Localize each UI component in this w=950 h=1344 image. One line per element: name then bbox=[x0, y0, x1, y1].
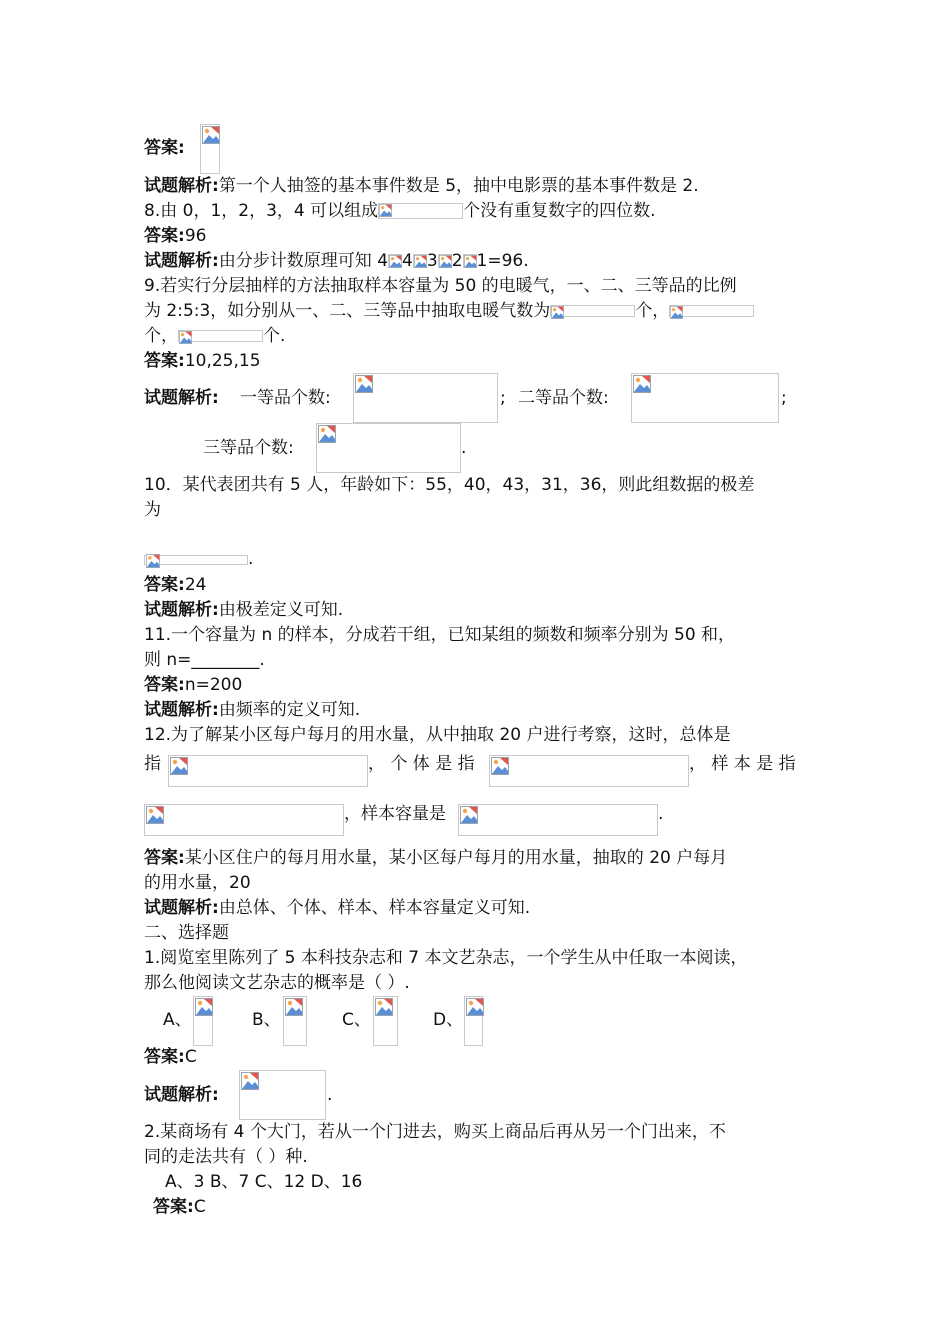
broken-image-icon bbox=[146, 554, 160, 568]
c1-option-c-image bbox=[373, 996, 398, 1046]
q7-analysis-text: 第一个人抽签的基本事件数是 5，抽中电影票的基本事件数是 2. bbox=[218, 176, 699, 196]
broken-image-icon bbox=[379, 204, 392, 217]
broken-image-icon bbox=[179, 331, 192, 344]
q8-question-pre: 8.由 0，1，2，3，4 可以组成 bbox=[144, 201, 379, 221]
q9-first-image bbox=[353, 373, 498, 423]
q9-answer-line bbox=[144, 349, 261, 373]
q9-second-label: 二等品个数: bbox=[518, 388, 609, 408]
q9-line-1: 9.若实行分层抽样的方法抽取样本容量为 50 的电暖气，一、二、三等品的比例 bbox=[144, 276, 737, 296]
q9-sep-a: ; bbox=[500, 388, 506, 408]
answer-label: 答案: bbox=[144, 138, 185, 158]
times-image bbox=[438, 254, 452, 268]
q9-third-label: 三等品个数: bbox=[203, 438, 294, 458]
analysis-label: 试题解析: bbox=[144, 1085, 219, 1105]
q11-answer-value: n=200 bbox=[184, 675, 243, 695]
q8-digit: 4 bbox=[402, 251, 413, 271]
c1-option-b: B、 bbox=[252, 1010, 281, 1030]
c1-option-d: D、 bbox=[433, 1010, 464, 1030]
q10-line-2: 为 bbox=[144, 500, 161, 520]
c2-answer-line bbox=[153, 1195, 206, 1219]
broken-image-icon bbox=[633, 375, 651, 393]
q11-analysis-text: 由频率的定义可知. bbox=[218, 700, 361, 720]
broken-image-icon bbox=[439, 255, 452, 268]
analysis-label: 试题解析: bbox=[144, 600, 219, 620]
answer-label: 答案: bbox=[144, 226, 185, 246]
q10-answer-value: 24 bbox=[184, 575, 207, 595]
q9-answer-value: 10,25,15 bbox=[184, 351, 261, 371]
c1-line-1: 1.阅览室里陈列了 5 本科技杂志和 7 本文艺杂志，一个学生从中任取一本阅读， bbox=[144, 948, 748, 968]
c2-answer-value: C bbox=[193, 1197, 206, 1217]
q9-line-3-pre: 个， bbox=[144, 326, 178, 346]
q11-answer-line bbox=[144, 673, 242, 697]
q12-population-image bbox=[168, 755, 368, 787]
broken-image-icon bbox=[551, 306, 564, 319]
broken-image-icon bbox=[414, 255, 427, 268]
q7-analysis-line bbox=[144, 174, 699, 198]
q9-end-dot: . bbox=[461, 438, 467, 458]
q9-blank-1-image bbox=[550, 305, 635, 317]
analysis-label: 试题解析: bbox=[144, 388, 219, 408]
broken-image-icon bbox=[389, 255, 402, 268]
q9-blank-3-image bbox=[178, 330, 263, 342]
broken-image-icon bbox=[466, 998, 484, 1016]
broken-image-icon bbox=[460, 806, 478, 824]
q12-individual-image bbox=[489, 755, 689, 787]
q11-line-2: 则 n=________. bbox=[144, 650, 265, 670]
q7-answer-line bbox=[144, 136, 185, 160]
q12-answer-text: 某小区住户的每月用水量，某小区每户每月的用水量，抽取的 20 户每月 bbox=[184, 848, 728, 868]
answer-label: 答案: bbox=[144, 675, 185, 695]
c1-answer-line bbox=[144, 1045, 197, 1069]
q12-cap-label: ，样本容量是 bbox=[344, 804, 446, 824]
q12-zhi: 指 bbox=[144, 754, 161, 774]
times-image bbox=[463, 254, 477, 268]
q8-question-post: 个没有重复数字的四位数. bbox=[463, 201, 656, 221]
q11-line-1: 11.一个容量为 n 的样本，分成若干组，已知某组的频数和频率分别为 50 和， bbox=[144, 625, 736, 645]
analysis-label: 试题解析: bbox=[144, 700, 219, 720]
q8-blank-image bbox=[378, 203, 463, 219]
q12-mid-1: ， 个 体 是 指 bbox=[368, 754, 475, 774]
q9-line-3-post: 个. bbox=[263, 326, 286, 346]
c1-end-dot: . bbox=[327, 1085, 333, 1105]
c1-option-c: C、 bbox=[342, 1010, 371, 1030]
broken-image-icon bbox=[202, 126, 220, 144]
q8-answer-value: 96 bbox=[184, 226, 207, 246]
q9-sep: 个， bbox=[635, 301, 670, 321]
q10-analysis-line bbox=[144, 598, 343, 622]
q8-digit: 1=96. bbox=[476, 251, 529, 271]
analysis-label: 试题解析: bbox=[144, 898, 219, 918]
q9-line-2-pre: 为 2:5:3，如分别从一、二、三等品中抽取电暖气数为 bbox=[144, 301, 551, 321]
q10-blank-image bbox=[144, 555, 248, 565]
broken-image-icon bbox=[146, 806, 164, 824]
broken-image-icon bbox=[170, 757, 188, 775]
broken-image-icon bbox=[195, 998, 213, 1016]
c1-option-d-image bbox=[464, 996, 483, 1046]
answer-label: 答案: bbox=[144, 575, 185, 595]
q8-digit: 3 bbox=[426, 251, 438, 271]
q9-first-label: 一等品个数: bbox=[240, 388, 331, 408]
q12-analysis-text: 由总体、个体、样本、样本容量定义可知. bbox=[218, 898, 531, 918]
q9-sep-b: ; bbox=[781, 388, 787, 408]
answer-label: 答案: bbox=[153, 1197, 194, 1217]
q8-analysis-line bbox=[144, 249, 529, 273]
q9-line-2 bbox=[144, 299, 754, 323]
q10-analysis-text: 由极差定义可知. bbox=[218, 600, 344, 620]
broken-image-icon bbox=[285, 998, 303, 1016]
answer-label: 答案: bbox=[144, 351, 185, 371]
analysis-label: 试题解析: bbox=[144, 176, 219, 196]
q9-blank-2-image bbox=[669, 305, 754, 317]
times-image bbox=[413, 254, 427, 268]
c1-line-2: 那么他阅读文艺杂志的概率是（ ）. bbox=[144, 973, 410, 993]
q8-answer-line bbox=[144, 224, 206, 248]
c1-answer-value: C bbox=[184, 1047, 197, 1067]
answer-label: 答案: bbox=[144, 848, 185, 868]
broken-image-icon bbox=[491, 757, 509, 775]
q8-analysis-pre: 由分步计数原理可知 4 bbox=[218, 251, 389, 271]
broken-image-icon bbox=[241, 1072, 259, 1090]
broken-image-icon bbox=[318, 425, 336, 443]
q9-line-3 bbox=[144, 324, 285, 348]
section-title: 二、选择题 bbox=[144, 923, 229, 943]
q8-digit: 2 bbox=[451, 251, 463, 271]
broken-image-icon bbox=[355, 375, 373, 393]
q7-answer-image bbox=[200, 124, 220, 174]
q12-mid-2: ， 样 本 是 指 bbox=[689, 754, 796, 774]
c2-line-2: 同的走法共有（ ）种. bbox=[144, 1147, 308, 1167]
q10-end-dot: . bbox=[248, 549, 254, 569]
c1-option-a-image bbox=[193, 996, 213, 1046]
q12-line-1: 12.为了解某小区每户每月的用水量，从中抽取 20 户进行考察，这时，总体是 bbox=[144, 725, 731, 745]
c2-line-1: 2.某商场有 4 个大门，若从一个门进去，购买上商品后再从另一个门出来，不 bbox=[144, 1122, 726, 1142]
analysis-label: 试题解析: bbox=[144, 251, 219, 271]
q9-third-image bbox=[316, 423, 461, 473]
answer-label: 答案: bbox=[144, 1047, 185, 1067]
q10-answer-line bbox=[144, 573, 206, 597]
q12-sample-image bbox=[144, 804, 344, 836]
q12-answer-line bbox=[144, 846, 727, 870]
q12-capacity-image bbox=[458, 804, 658, 836]
broken-image-icon bbox=[464, 255, 477, 268]
q8-question-line bbox=[144, 199, 656, 223]
broken-image-icon bbox=[670, 306, 683, 319]
q10-line-1: 10．某代表团共有 5 人，年龄如下：55，40，43，31，36，则此组数据的极差 bbox=[144, 475, 755, 495]
times-image bbox=[388, 254, 402, 268]
broken-image-icon bbox=[375, 998, 393, 1016]
q12-answer-line-2: 的用水量，20 bbox=[144, 873, 251, 893]
c1-option-a: A、 bbox=[163, 1010, 192, 1030]
c2-options: A、3 B、7 C、12 D、16 bbox=[165, 1172, 363, 1192]
q11-analysis-line bbox=[144, 698, 360, 722]
q12-analysis-line bbox=[144, 896, 530, 920]
q12-end-dot: . bbox=[658, 804, 664, 824]
q9-second-image bbox=[631, 373, 779, 423]
c1-analysis-image bbox=[239, 1070, 326, 1120]
c1-option-b-image bbox=[283, 996, 307, 1046]
